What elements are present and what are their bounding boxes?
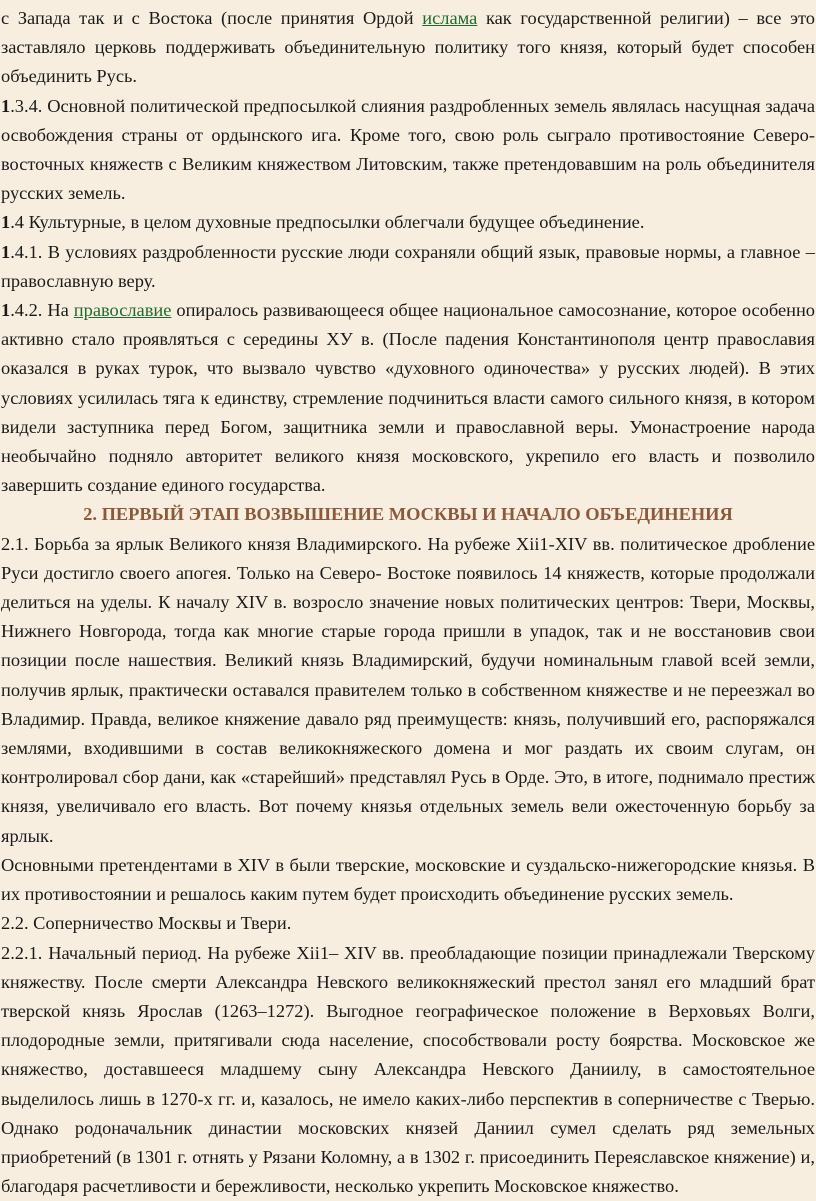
paragraph-1-text-end: как государственной религии) – все это заставляло церковь поддерживать объединительную политику того князя, который будет способен объединить Русь. <box>1 8 815 86</box>
paragraph-1-4 <box>1 208 815 237</box>
section-number-bold: 1 <box>1 212 10 232</box>
paragraph-2-1: 2.1. Борьба за ярлык Великого князя Владимирского. На рубеже Xii1-XIV вв. политическое дробление Руси достигло своего апогея. Только на Северо- Востоке появилось 14 княжеств, которые продолжали делиться на уделы. К началу XIV в. возросло значение новых политических центров: Твери, Москвы, Нижнего Новгорода, тогда как многие старые города пришли в упадок, так и не восстановив свои позиции после нашествия. Великий князь Владимирский, будучи номинальным главой всей земли, получив ярлык, практически оставался правителем только в собственном княжестве и не переезжал во Владимир. Правда, великое княжение давало ряд преимуществ: князь, получивший его, распоряжался землями, входившими в состав великокняжеского домена и мог раздать их своим слугам, он контролировал сбор дани, как «старейший» представлял Русь в Орде. Это, в итоге, поднимало престиж князя, увеличивало его власть. Вот почему князья отдельных земель вели ожесточенную борьбу за ярлык. <box>1 530 815 851</box>
paragraph-1-text-start: с Запада так и с Востока (после принятия Ордой <box>1 8 422 28</box>
paragraph-1-4-2 <box>1 296 815 500</box>
section-number-bold: 1 <box>1 242 10 262</box>
paragraph-1 <box>1 4 815 92</box>
paragraph-2-2: 2.2. Соперничество Москвы и Твери. <box>1 909 815 938</box>
section-heading: 2. ПЕРВЫЙ ЭТАП ВОЗВЫШЕНИЕ МОСКВЫ И НАЧАЛО ОБЪЕДИНЕНИЯ <box>1 500 815 529</box>
paragraph-1-4-2-text-end: опиралось развивающееся общее национальное самосознание, которое особенно активно стало проявляться с середины XУ в. (После падения Константинополя центр православия оказался в руках турок, что вызвало чувство «духовного одиночества» у русских людей). В этих условиях усилилась тяга к единству, стремление подчиниться власти самого сильного князя, в котором видели заступника перед Богом, защитника земли и православной веры. Умонастроение народа необычайно подняло авторитет великого князя московского, укрепило его власть и позволило завершить создание единого государства. <box>1 300 815 495</box>
islam-link[interactable]: ислама <box>422 8 477 28</box>
paragraph-1-4-1 <box>1 238 815 296</box>
paragraph-main-contenders: Основными претендентами в XIV в были тверские, московские и суздальско-нижегородские князья. В их противостоянии и решалось каким путем будет происходить объединение русских земель. <box>1 851 815 909</box>
orthodoxy-link[interactable]: православие <box>74 300 172 320</box>
paragraph-1-4-text: .4 Культурные, в целом духовные предпосылки облегчали будущее объединение. <box>10 212 644 232</box>
section-number-bold: 1 <box>1 96 10 116</box>
paragraph-1-4-1-text: .4.1. В условиях раздробленности русские люди сохраняли общий язык, правовые нормы, а главное – православную веру. <box>1 242 815 291</box>
section-number-bold: 1 <box>1 300 10 320</box>
paragraph-1-3-4-text: .3.4. Основной политической предпосылкой слияния раздробленных земель являлась насущная задача освобождения страны от ордынского ига. Кроме того, свою роль сыграло противостояние Северо-восточных княжеств с Великим княжеством Литовским, также претендовавшим на роль объединителя русских земель. <box>1 96 815 204</box>
paragraph-1-3-4 <box>1 92 815 209</box>
paragraph-2-2-1: 2.2.1. Начальный период. На рубеже Xii1– XIV вв. преобладающие позиции принадлежали Тверскому княжеству. После смерти Александра Невского великокняжеский престол занял его младший брат тверской князь Ярослав (1263–1272). Выгодное географическое положение в Верховьях Волги, плодородные земли, притягивали сюда население, способствовали росту боярства. Московское же княжество, доставшееся младшему сыну Александра Невского Даниилу, в самостоятельное выделилось лишь в 1270-х гг. и, казалось, не имело каких-либо перспектив в соперничестве с Тверью. Однако родоначальник династии московских князей Даниил сумел сделать ряд земельных приобретений (в 1301 г. отнять у Рязани Коломну, а в 1302 г. присоединить Переяславское княжение) и, благодаря расчетливости и бережливости, несколько укрепить Московское княжество. <box>1 939 815 1201</box>
paragraph-1-4-2-text-start: .4.2. На <box>10 300 74 320</box>
